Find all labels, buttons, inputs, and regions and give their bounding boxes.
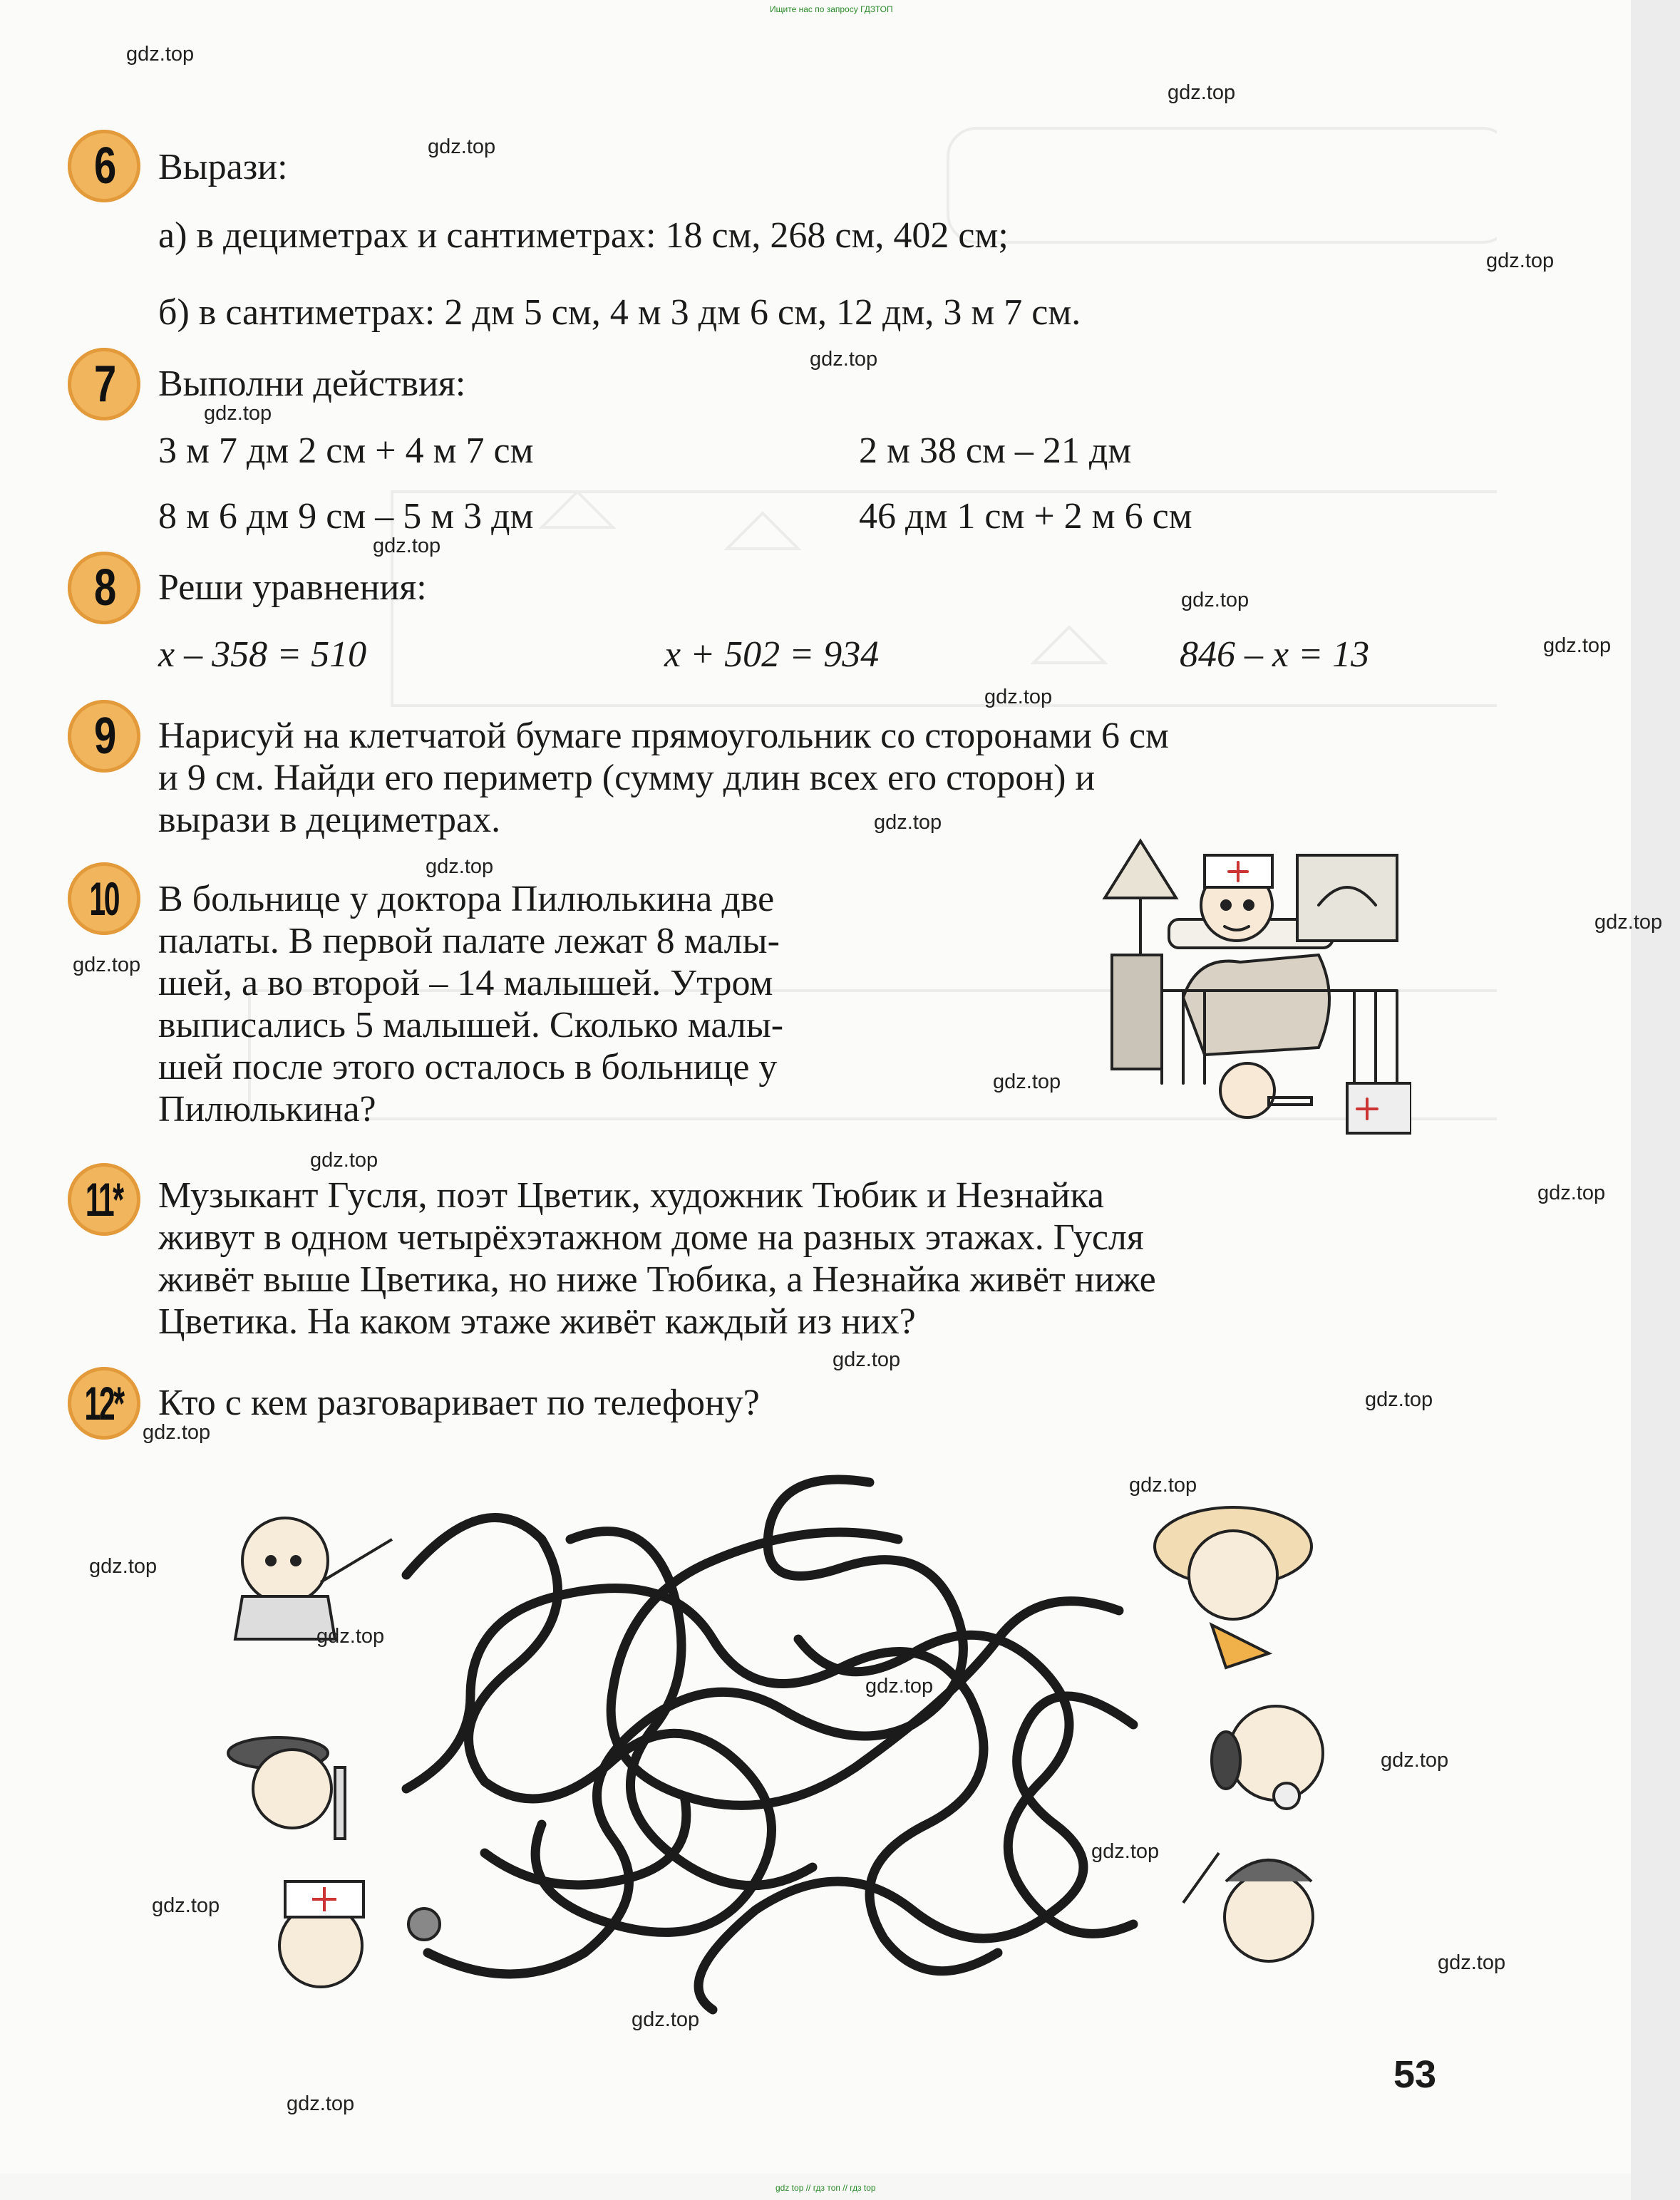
watermark: gdz.top <box>1543 634 1612 657</box>
task-10-line: выписались 5 малышей. Сколько малы- <box>158 1005 784 1045</box>
watermark: gdz.top <box>126 43 195 66</box>
watermark: gdz.top <box>632 2008 700 2031</box>
watermark: gdz.top <box>426 855 494 878</box>
task-7-expr-3: 8 м 6 дм 9 см – 5 м 3 дм <box>158 496 534 537</box>
watermark: gdz.top <box>287 2092 355 2115</box>
task-10-line: В больнице у доктора Пилюлькина две <box>158 879 775 919</box>
watermark: gdz.top <box>73 954 141 976</box>
watermark: gdz.top <box>993 1070 1061 1093</box>
page-number: 53 <box>1393 2053 1437 2096</box>
watermark: gdz.top <box>373 534 441 557</box>
bottom-note: gdz top // гдз топ // гдз top <box>775 2183 876 2193</box>
watermark: gdz.top <box>833 1348 901 1371</box>
task-11-text <box>158 1174 1447 1343</box>
watermark: gdz.top <box>89 1555 158 1578</box>
character-poet <box>1183 1853 1313 1961</box>
task-10-line: палаты. В первой палате лежат 8 малы- <box>158 921 780 961</box>
watermark: gdz.top <box>152 1894 220 1917</box>
task-7-expr-4: 46 дм 1 см + 2 м 6 см <box>859 496 1192 537</box>
task-number-badge: 10 <box>68 862 140 935</box>
task-7-expr-2: 2 м 38 см – 21 дм <box>859 430 1132 471</box>
task-6-title: Вырази: <box>158 147 288 187</box>
task-8-equation-1: x – 358 = 510 <box>158 634 367 675</box>
task-number-badge: 8 <box>68 552 140 624</box>
watermark: gdz.top <box>1594 911 1663 934</box>
task-11-line: Музыкант Гусля, поэт Цветик, художник Тюбик и Незнайка <box>158 1175 1105 1216</box>
character-boy-hat <box>1155 1507 1311 1668</box>
telephone-maze-illustration <box>214 1454 1426 2038</box>
watermark: gdz.top <box>428 135 496 158</box>
page-edge-shadow <box>1631 0 1680 2200</box>
watermark: gdz.top <box>1486 249 1555 272</box>
task-number-badge: 11* <box>68 1163 140 1236</box>
task-11-line: живёт выше Цветика, но ниже Тюбика, а Незнайка живёт ниже <box>158 1259 1156 1300</box>
task-8-title: Реши уравнения: <box>158 567 427 608</box>
watermark: gdz.top <box>810 348 878 371</box>
watermark: gdz.top <box>204 402 272 425</box>
watermark: gdz.top <box>1381 1749 1449 1772</box>
task-number-badge: 9 <box>68 700 140 773</box>
task-9-line: вырази в дециметрах. <box>158 800 501 840</box>
hospital-illustration <box>1083 812 1411 1155</box>
task-7-expr-1: 3 м 7 дм 2 см + 4 м 7 см <box>158 430 534 471</box>
task-7-title: Выполни действия: <box>158 363 466 404</box>
task-6-a: а) в дециметрах и сантиметрах: 18 см, 268 см, 402 см; <box>158 215 1009 256</box>
task-6-b: б) в сантиметрах: 2 дм 5 см, 4 м 3 дм 6 см, 12 дм, 3 м 7 см. <box>158 292 1081 333</box>
character-boy-phone <box>1212 1706 1323 1809</box>
task-9-line: и 9 см. Найди его периметр (сумму длин всех его сторон) и <box>158 758 1096 798</box>
task-9-line: Нарисуй на клетчатой бумаге прямоугольник со сторонами 6 см <box>158 716 1169 756</box>
task-11-line: живут в одном четырёхэтажном доме на разных этажах. Гусля <box>158 1217 1144 1258</box>
task-10-line: шей, а во второй – 14 малышей. Утром <box>158 963 773 1003</box>
watermark: gdz.top <box>1168 81 1236 104</box>
watermark: gdz.top <box>874 811 942 834</box>
character-artist <box>228 1737 345 1839</box>
watermark: gdz.top <box>143 1421 211 1444</box>
task-number-badge: 7 <box>68 348 140 420</box>
watermark: gdz.top <box>1365 1388 1433 1411</box>
task-number-badge: 6 <box>68 130 140 202</box>
watermark: gdz.top <box>1181 589 1249 611</box>
watermark: gdz.top <box>1091 1840 1160 1863</box>
watermark: gdz.top <box>1537 1182 1606 1204</box>
task-8-equation-3: 846 – x = 13 <box>1180 634 1370 675</box>
task-10-text <box>158 878 989 1130</box>
task-number-badge: 12* <box>68 1367 140 1440</box>
watermark: gdz.top <box>1129 1474 1197 1497</box>
character-doctor <box>279 1881 440 1987</box>
task-10-line: Пилюлькина? <box>158 1089 376 1130</box>
task-10-line: шей после этого осталось в больнице у <box>158 1047 778 1088</box>
watermark: gdz.top <box>1438 1951 1506 1974</box>
watermark: gdz.top <box>984 686 1053 708</box>
watermark: gdz.top <box>310 1149 378 1172</box>
task-11-line: Цветика. На каком этаже живёт каждый из них? <box>158 1301 916 1342</box>
watermark: gdz.top <box>316 1625 385 1648</box>
task-12-title: Кто с кем разговаривает по телефону? <box>158 1383 760 1423</box>
watermark: gdz.top <box>865 1675 934 1698</box>
task-8-equation-2: x + 502 = 934 <box>664 634 880 675</box>
top-search-note: Ищите нас по запросу ГДЗТОП <box>770 4 893 14</box>
character-musician <box>235 1518 392 1639</box>
